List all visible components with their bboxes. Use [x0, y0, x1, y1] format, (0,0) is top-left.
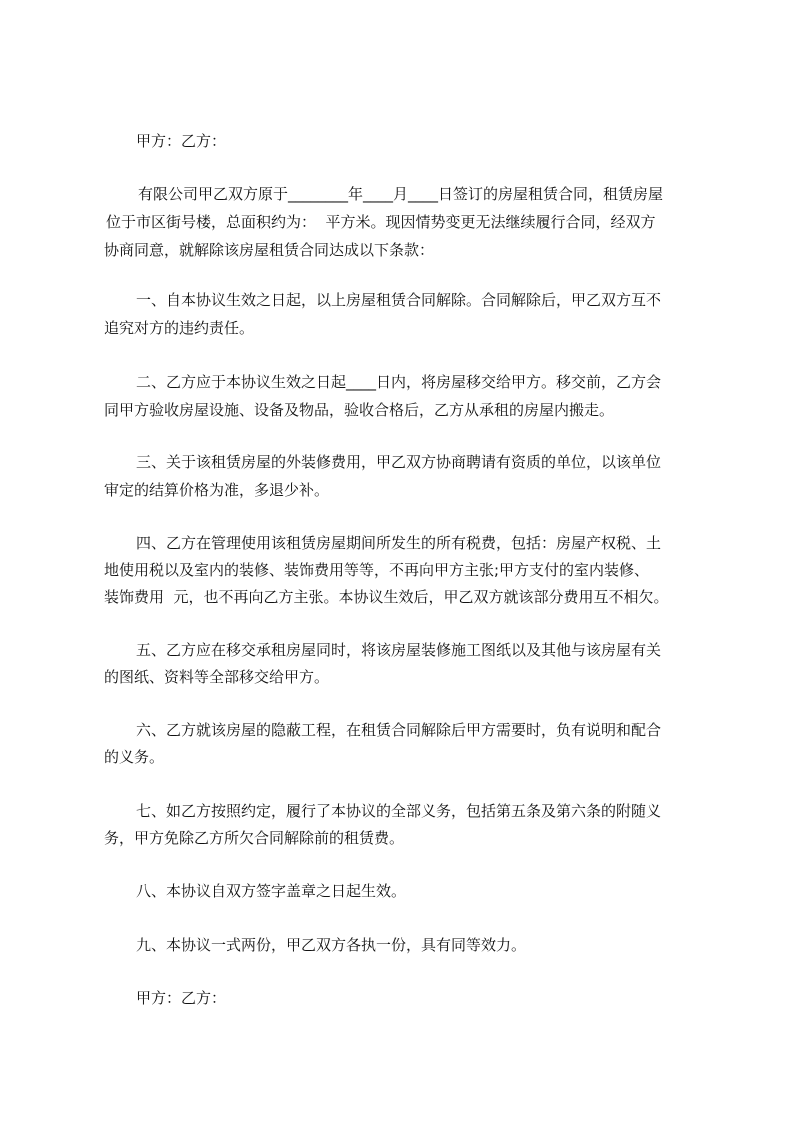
clause-8-line: 八、本协议自双方签字盖章之日起生效。: [136, 882, 407, 900]
clause-3-line: 审定的结算价格为准，多退少补。: [104, 481, 330, 499]
header-parties: 甲方：乙方：: [136, 132, 227, 150]
intro-line: 协商同意，就解除该房屋租赁合同达成以下条款：: [104, 241, 435, 259]
clause-2-line: 二、乙方应于本协议生效之日起____日内，将房屋移交给甲方。移交前，乙方会: [136, 373, 662, 391]
clause-6-line: 六、乙方就该房屋的隐蔽工程，在租赁合同解除后甲方需要时，负有说明和配合: [136, 721, 662, 739]
clause-9-line: 九、本协议一式两份，甲乙双方各执一份，具有同等效力。: [136, 936, 527, 954]
clause-1-line: 追究对方的违约责任。: [104, 319, 255, 337]
clause-7-line: 务，甲方免除乙方所欠合同解除前的租赁费。: [104, 829, 405, 847]
footer-parties: 甲方：乙方：: [136, 989, 227, 1007]
clause-1-line: 一、自本协议生效之日起，以上房屋租赁合同解除。合同解除后，甲乙双方互不: [136, 291, 662, 309]
clause-4-line: 四、乙方在管理使用该租赁房屋期间所发生的所有税费，包括：房屋产权税、土: [136, 534, 662, 552]
clause-5-line: 五、乙方应在移交承租房屋同时，将该房屋装修施工图纸以及其他与该房屋有关: [136, 641, 662, 659]
clause-4-line: 装饰费用 元，也不再向乙方主张。本协议生效后，甲乙双方就该部分费用互不相欠。: [104, 588, 669, 606]
clause-5-line: 的图纸、资料等全部移交给甲方。: [104, 668, 330, 686]
clause-6-line: 的义务。: [104, 748, 165, 766]
clause-3-line: 三、关于该租赁房屋的外装修费用，甲乙双方协商聘请有资质的单位，以该单位: [136, 453, 662, 471]
clause-2-line: 同甲方验收房屋设施、设备及物品，验收合格后，乙方从承租的房屋内搬走。: [104, 401, 615, 419]
intro-line: 位于市区街号楼，总面积约为： 平方米。现因情势变更无法继续履行合同，经双方: [106, 213, 656, 231]
clause-4-line: 地使用税以及室内的装修、装饰费用等等，不再向甲方主张;甲方支付的室内装修、: [104, 561, 650, 579]
clause-7-line: 七、如乙方按照约定，履行了本协议的全部义务，包括第五条及第六条的附随义: [136, 802, 662, 820]
intro-line: 有限公司甲乙双方原于________年____月____日签订的房屋租赁合同，租赁房屋: [138, 185, 664, 203]
